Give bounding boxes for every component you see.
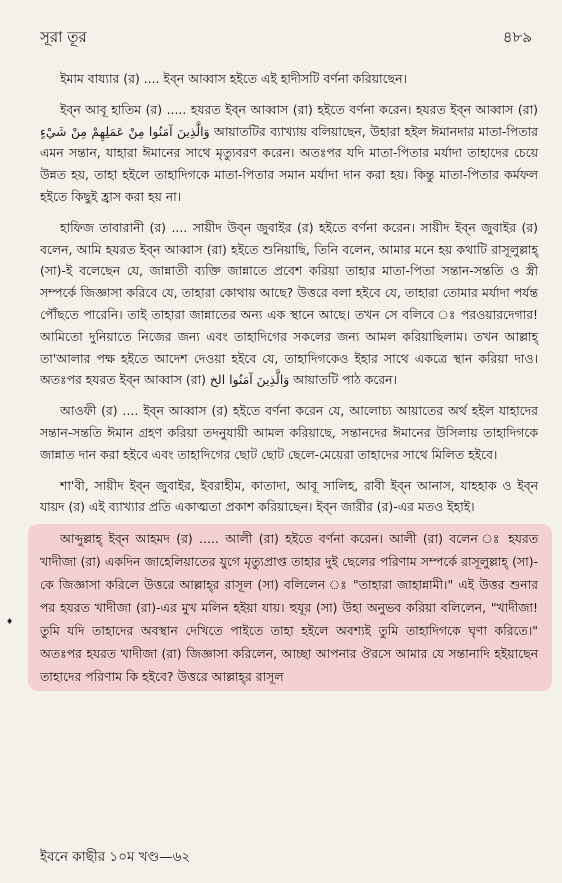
highlighted-passage [40,527,538,688]
margin-dot-icon: ♦ [6,617,14,626]
paragraph-abu-hatim [40,99,538,208]
arabic-verse: وَالَّذِينَ آمَنُوا الخ [209,372,290,388]
page-content [40,68,538,697]
paragraph-shabi: শা'বী, সায়ীদ ইব্‌ন জুবাইর, ইবরাহীম, কাতাদা, আবূ সালিহ, রাবী ইব্‌ন আনাস, যাহহাক ও ইব্‌ন যায়দ (র) এই ব্যাখ্যার প্রতি একাত্মতা প্রকাশ করিয়াছেন। ইব্‌ন জারীর (র)-এর মতও ইহাই। [40,477,538,515]
running-header-surah: সূরা তূর [40,28,87,46]
paragraph-awfi: আওফী (র) .... ইব্‌ন আব্বাস (র) হইতে বর্ণনা করেন যে, আলোচ্য আয়াতের অর্থ হইল যাহাদের সন্তান-সন্ততি ঈমান গ্রহণ করিয়া তদনুযায়ী আমল করিয়াছে, সন্তানদের ঈমানের উসিলায় তাহাদিগকে জান্নাত দান করা হইবে এবং তাহাদিগের ছোট ছোট ছেলে-মেয়েরা তাহাদের সাথে মিলিত হইবে। [40,403,538,462]
footer-volume-signature: ইবনে কাছীর ১০ম খণ্ড—৬২ [40,849,191,865]
paragraph-text: আয়াতটি পাঠ করেন। [293,372,397,388]
arabic-verse: وَالَّذِينَ آمَنُوا مِنْ عَمَلِهِمْ مِنْ شَيْءٍ [40,123,210,139]
paragraph-text: হাফিজ তাবারানী (র) .... সায়ীদ উব্‌ন জুবাইর (র) হইতে বর্ণনা করেন। সায়ীদ ইব্‌ন জুবাইর (র) বলেন, আমি হযরত ইব্‌ন আব্বাস (রা) হইতে শুনিয়াছি, তিনি বলেন, আমার মনে হয় কথাটি রাসূলুল্লাহ্ (সা)-ই বলেছেন যে, জান্নাতী ব্যক্তি জান্নাতে প্রবেশ করিয়া তাহার মাতা-পিতা সন্তান-সন্ততি ও স্ত্রী সম্পর্কে জিজ্ঞাসা করিবে যে, তাহারা কোথায় আছে? উত্তরে বলা হইবে যে, তাহারা তোমার মর্যাদা পর্যন্ত পৌঁছতে পারেনি। তাই তাহারা জান্নাতের অন্য এক স্থানে আছে। তখন সে বলিবে ঃ পরওয়ারদেগার! আমিতো দুনিয়াতে নিজের জন্য এবং তাহাদিগের সকলের জন্য আমল করিয়াছিলাম। তখন আল্লাহ্ তা'আলার পক্ষ হইতে আদেশ দেওয়া হইবে যে, তাহাদিগকেও ইহার সাথে একত্রে স্থান করিয়া দাও। অতঃপর হযরত ইব্‌ন আব্বাস (রা) [40,219,538,388]
paragraph-tabarani [40,217,538,391]
paragraph-bazzar: ইমাম বায্যার (র) .... ইব্ন আব্বাস হইতে এই হাদীসটি বর্ণনা করিয়াছেন। [60,71,407,86]
paragraph-text: আয়াতটির ব্যাখ্যায় বলিয়াছেন, উহারা হইল ঈমানদার মাতা-পিতার এমন সন্তান, যাহারা ঈমানের সাথে মৃত্যুবরণ করেন। অতঃপর যদি মাতা-পিতার মর্যাদা তাহাদের চেয়ে উন্নত হয়, তাহা হইলে তাহাদিগকে মাতা-পিতার সমান মর্যাদা দান করা হয়। কিন্তু মাতা-পিতার কর্মফল হইতে কিছুই হ্রাস করা হয় না। [40,123,538,204]
paragraph-text: ইব্ন আবূ হাতিম (র) ..... হযরত ইব্ন আব্বাস (রা) হইতে বর্ণনা করেন। হযরত ইব্ন আব্বাস (রা) [60,101,538,117]
page-number: ৪৮৯ [502,28,532,46]
paragraph-abdullah: আব্দুল্লাহ্ ইব্‌ন আহমদ (র) ..... আলী (রা) হইতে বর্ণনা করেন। আলী (রা) বলেন ঃ হযরত খাদীজা (রা) একদিন জাহেলিয়াতের যুগে মৃত্যুপ্রাপ্ত তাহার দুই ছেলের পরিণাম সম্পর্কে রাসূলুল্লাহ্ (সা)-কে জিজ্ঞাসা করিলে উত্তরে আল্লাহ্‌র রাসূল (সা) বলিলেন ঃ "তাহারা জাহান্নামী।" এই উত্তর শুনার পর হযরত খাদীজা (রা)-এর মুখ মলিন হইয়া যায়। হুযূর (সা) উহা অনুভব করিয়া বলিলেন, "খাদীজা! তুমি যদি তাহাদের অবস্থান দেখিতে পাইতে তাহা হইলে অবশ্যই তুমি তাহাদিগকে ঘৃণা করিতে।" অতঃপর হযরত খাদীজা (রা) জিজ্ঞাসা করিলেন, আচ্ছা আপনার ঔরসে আমার যে সন্তানাদি হইয়াছেন তাহাদের পরিণাম কি হইবে? উত্তরে আল্লাহ্‌র রাসূল [40,531,538,685]
